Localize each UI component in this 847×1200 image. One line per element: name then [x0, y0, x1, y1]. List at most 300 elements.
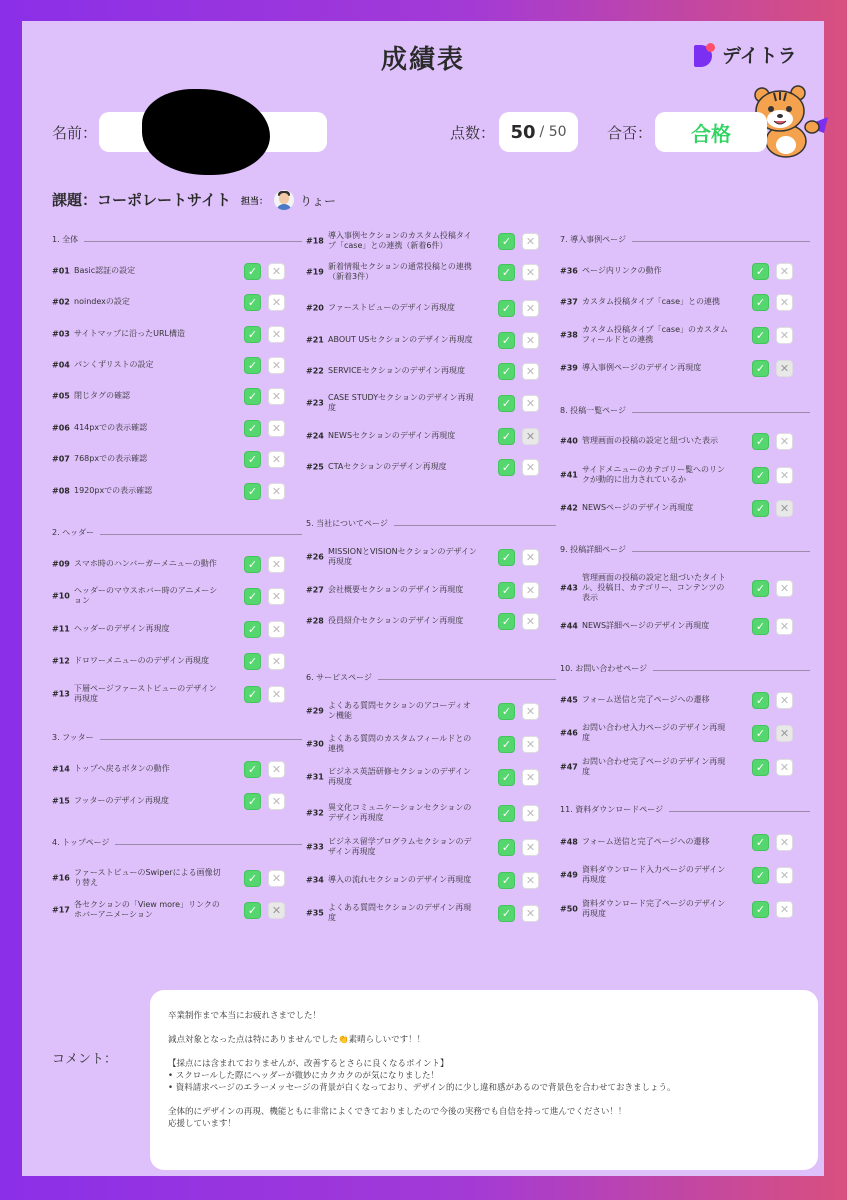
- check-icon: ✓: [498, 395, 515, 412]
- checklist-item: [306, 764, 556, 790]
- cross-icon: ✕: [776, 834, 793, 851]
- item-number: #44: [560, 621, 578, 631]
- item-label: 資料ダウンロード完了ページのデザイン再現度: [582, 899, 726, 918]
- section-header: [560, 405, 810, 419]
- item-label: ドロワーメニューののデザイン再現度: [74, 656, 210, 665]
- cross-icon: ✕: [268, 686, 285, 703]
- item-number: #07: [52, 454, 70, 464]
- item-label: ヘッダーのマウスホバー時のアニメーション: [74, 586, 218, 605]
- section-header: [560, 544, 810, 558]
- item-number: #43: [560, 583, 578, 593]
- cross-icon: ✕: [776, 759, 793, 776]
- check-icon: ✓: [498, 736, 515, 753]
- cross-icon: ✕: [776, 618, 793, 635]
- item-number: #32: [306, 808, 324, 818]
- checklist-item: [306, 259, 556, 285]
- assignee-label: 担当：: [241, 196, 269, 207]
- item-number: #06: [52, 423, 70, 433]
- result-badge: 合格: [655, 112, 767, 152]
- result-label: 合否：: [607, 124, 653, 142]
- cross-icon: ✕: [776, 467, 793, 484]
- item-label: NEWSセクションのデザイン再現度: [328, 431, 456, 440]
- check-icon: ✓: [244, 420, 261, 437]
- cross-icon: ✕: [776, 580, 793, 597]
- cross-icon: ✕: [268, 870, 285, 887]
- cross-icon: ✕: [522, 839, 539, 856]
- checklist-item: [560, 829, 810, 855]
- check-icon: ✓: [498, 613, 515, 630]
- item-label: フォーム送信と完了ページへの遷移: [582, 695, 710, 704]
- check-icon: ✓: [498, 872, 515, 889]
- avatar: [274, 190, 294, 210]
- section-header: [306, 672, 556, 686]
- checklist-item: [52, 788, 302, 814]
- section-title: 4. トップページ: [52, 837, 115, 848]
- item-number: #50: [560, 904, 578, 914]
- check-icon: ✓: [244, 653, 261, 670]
- item-number: #26: [306, 552, 324, 562]
- item-label: 資料ダウンロード入力ページのデザイン再現度: [582, 865, 726, 884]
- checklist-item: [52, 648, 302, 674]
- task-title: 課題：コーポレートサイト: [52, 191, 231, 209]
- checklist-item: [52, 616, 302, 642]
- comment-label: コメント：: [52, 1052, 118, 1067]
- cross-icon: ✕: [522, 805, 539, 822]
- cross-icon: ✕: [776, 433, 793, 450]
- assignee: [241, 190, 336, 210]
- checklist-item: [306, 544, 556, 570]
- check-icon: ✓: [244, 326, 261, 343]
- cross-icon: ✕: [522, 613, 539, 630]
- page-title: 成績表: [380, 45, 465, 75]
- item-number: #01: [52, 266, 70, 276]
- check-icon: ✓: [752, 867, 769, 884]
- checklist-item: [306, 454, 556, 480]
- item-number: #45: [560, 695, 578, 705]
- section-header: [52, 527, 302, 541]
- checklist-item: [52, 258, 302, 284]
- check-icon: ✓: [244, 388, 261, 405]
- item-number: #16: [52, 873, 70, 883]
- check-icon: ✓: [752, 834, 769, 851]
- check-icon: ✓: [244, 483, 261, 500]
- item-label: 役員紹介セクションのデザイン再現度: [328, 616, 464, 625]
- score-total: / 50: [539, 124, 567, 140]
- comment-line: 応援しています！: [168, 1119, 237, 1129]
- section-title: 11. 資料ダウンロードページ: [560, 804, 669, 815]
- section-header: [560, 663, 810, 677]
- item-number: #38: [560, 330, 578, 340]
- item-number: #09: [52, 559, 70, 569]
- check-icon: ✓: [244, 451, 261, 468]
- cross-icon: ✕: [776, 327, 793, 344]
- check-icon: ✓: [498, 582, 515, 599]
- item-number: #35: [306, 908, 324, 918]
- item-number: #11: [52, 624, 70, 634]
- item-label: よくある質問のカスタムフィールドとの連携: [328, 734, 472, 753]
- checklist-item: [52, 583, 302, 609]
- item-label: CASE STUDYセクションのデザイン再現度: [328, 393, 474, 412]
- item-number: #49: [560, 870, 578, 880]
- cross-icon: ✕: [268, 653, 285, 670]
- checklist-item: [306, 390, 556, 416]
- check-icon: ✓: [752, 725, 769, 742]
- check-icon: ✓: [752, 901, 769, 918]
- item-number: #20: [306, 303, 324, 313]
- check-icon: ✓: [498, 905, 515, 922]
- cross-icon: ✕: [522, 769, 539, 786]
- item-number: #46: [560, 728, 578, 738]
- section-header: [306, 518, 556, 532]
- item-label: 下層ページファーストビューのデザイン再現度: [74, 684, 217, 703]
- check-icon: ✓: [244, 588, 261, 605]
- item-label: よくある質問セクションのアコーディオン機能: [328, 701, 471, 720]
- item-label: お問い合わせ完了ページのデザイン再現度: [582, 757, 726, 776]
- item-number: #21: [306, 335, 324, 345]
- checklist-item: [560, 289, 810, 315]
- check-icon: ✓: [244, 621, 261, 638]
- cross-icon: ✕: [268, 420, 285, 437]
- item-number: #14: [52, 764, 70, 774]
- item-label: サイドメニューのカテゴリー覧へのリンクが動的に出力されているか: [582, 465, 726, 484]
- item-number: #12: [52, 656, 70, 666]
- section-title: 9. 投稿詳細ページ: [560, 544, 632, 555]
- check-icon: ✓: [244, 870, 261, 887]
- cross-icon: ✕: [268, 621, 285, 638]
- item-label: 768pxでの表示確認: [74, 454, 148, 463]
- checklist-item: [306, 698, 556, 724]
- item-label: ヘッダーのデザイン再現度: [74, 624, 170, 633]
- cross-icon: ✕: [522, 363, 539, 380]
- item-label: サイトマップに沿ったURL構造: [74, 329, 185, 338]
- section-header: [52, 234, 302, 248]
- checklist-item: [52, 756, 302, 782]
- comment-line: • 資料請求ページのエラーメッセージの背景が白くなっており、デザイン的に少し違和感があるので背景色を合わせておきましょう。: [168, 1083, 676, 1093]
- item-number: #18: [306, 236, 324, 246]
- brand-logo-icon: [694, 43, 714, 67]
- score-box: [499, 112, 578, 152]
- cross-icon: ✕: [522, 872, 539, 889]
- item-label: 異文化コミュニケーションセクションのデザイン再現度: [328, 803, 472, 822]
- check-icon: ✓: [498, 549, 515, 566]
- checklist-item: [306, 800, 556, 826]
- check-icon: ✓: [498, 769, 515, 786]
- item-label: Basic認証の設定: [74, 266, 136, 275]
- check-icon: ✓: [752, 294, 769, 311]
- checklist-item: [306, 423, 556, 449]
- name-label: 名前：: [52, 124, 98, 142]
- check-icon: ✓: [244, 357, 261, 374]
- checklist-item: [52, 383, 302, 409]
- cross-icon: ✕: [268, 588, 285, 605]
- item-number: #10: [52, 591, 70, 601]
- item-number: #37: [560, 297, 578, 307]
- cross-icon: ✕: [522, 736, 539, 753]
- check-icon: ✓: [244, 556, 261, 573]
- check-icon: ✓: [498, 703, 515, 720]
- item-label: よくある質問セクションのデザイン再現度: [328, 903, 472, 922]
- checklist-item: [306, 867, 556, 893]
- check-icon: ✓: [498, 459, 515, 476]
- check-icon: ✓: [244, 263, 261, 280]
- check-icon: ✓: [498, 363, 515, 380]
- cross-icon: ✕: [776, 360, 793, 377]
- check-icon: ✓: [752, 692, 769, 709]
- item-label: SERVICEセクションのデザイン再現度: [328, 366, 466, 375]
- check-icon: ✓: [752, 500, 769, 517]
- item-number: #22: [306, 366, 324, 376]
- item-label: noindexの設定: [74, 297, 130, 306]
- checklist-item: [306, 834, 556, 860]
- item-number: #08: [52, 486, 70, 496]
- check-icon: ✓: [498, 428, 515, 445]
- item-number: #25: [306, 462, 324, 472]
- item-label: ファーストビューのSwiperによる画像切り替え: [74, 868, 221, 887]
- section-title: 5. 当社についてページ: [306, 518, 394, 529]
- item-label: 414pxでの表示確認: [74, 423, 148, 432]
- checklist-item: [52, 289, 302, 315]
- item-number: #30: [306, 739, 324, 749]
- checklist-item: [560, 428, 810, 454]
- check-icon: ✓: [498, 805, 515, 822]
- cross-icon: ✕: [268, 902, 285, 919]
- item-label: 導入事例セクションのカスタム投稿タイプ「case」との連携（新着6件）: [328, 231, 472, 250]
- checklist-item: [52, 446, 302, 472]
- item-label: ABOUT USセクションのデザイン再現度: [328, 335, 473, 344]
- item-label: 管理画面の投稿の設定と紐づいたタイトル、投稿日、カテゴリー、コンテンツの表示: [582, 573, 726, 602]
- section-title: 3. フッター: [52, 732, 100, 743]
- item-label: 閉じタグの確認: [74, 391, 130, 400]
- cross-icon: ✕: [776, 294, 793, 311]
- comment-line: • スクロールした際にヘッダーが微妙にカクカクのが気になりました！: [168, 1071, 440, 1081]
- section-title: 8. 投稿一覧ページ: [560, 405, 632, 416]
- section-title: 7. 導入事例ページ: [560, 234, 632, 245]
- check-icon: ✓: [498, 233, 515, 250]
- item-number: #31: [306, 772, 324, 782]
- checklist-item: [560, 754, 810, 780]
- cross-icon: ✕: [268, 357, 285, 374]
- cross-icon: ✕: [268, 294, 285, 311]
- item-label: パンくずリストの設定: [74, 360, 154, 369]
- item-label: トップへ戻るボタンの動作: [74, 764, 170, 773]
- check-icon: ✓: [752, 433, 769, 450]
- item-label: カスタム投稿タイプ「case」との連携: [582, 297, 720, 306]
- comment-line: 卒業制作まで本当にお疲れさまでした！: [168, 1011, 322, 1021]
- item-number: #23: [306, 398, 324, 408]
- item-number: #36: [560, 266, 578, 276]
- item-number: #28: [306, 616, 324, 626]
- section-title: 1. 全体: [52, 234, 84, 245]
- check-icon: ✓: [244, 793, 261, 810]
- item-label: お問い合わせ入力ページのデザイン再現度: [582, 723, 726, 742]
- comment-line: 減点対象となった点は特にありませんでした👏素晴らしいです！！: [168, 1035, 426, 1045]
- cross-icon: ✕: [522, 549, 539, 566]
- item-number: #39: [560, 363, 578, 373]
- cross-icon: ✕: [522, 300, 539, 317]
- score-value: 50: [510, 121, 536, 143]
- item-number: #17: [52, 905, 70, 915]
- cross-icon: ✕: [776, 867, 793, 884]
- check-icon: ✓: [498, 839, 515, 856]
- item-label: スマホ時のハンバーガーメニューの動作: [74, 559, 217, 568]
- cross-icon: ✕: [268, 326, 285, 343]
- cross-icon: ✕: [522, 395, 539, 412]
- section-divider: [52, 241, 302, 242]
- item-number: #47: [560, 762, 578, 772]
- item-number: #42: [560, 503, 578, 513]
- cross-icon: ✕: [776, 500, 793, 517]
- cross-icon: ✕: [522, 233, 539, 250]
- item-number: #05: [52, 391, 70, 401]
- check-icon: ✓: [498, 332, 515, 349]
- check-icon: ✓: [498, 300, 515, 317]
- item-label: NEWS詳細ページのデザイン再現度: [582, 621, 710, 630]
- checklist-item: [52, 897, 302, 923]
- item-number: #48: [560, 837, 578, 847]
- item-label: CTAセクションのデザイン再現度: [328, 462, 447, 471]
- cross-icon: ✕: [522, 582, 539, 599]
- item-label: 新着情報セクションの通常投稿との連携（新着3件）: [328, 262, 472, 281]
- checklist-item: [306, 358, 556, 384]
- cross-icon: ✕: [522, 905, 539, 922]
- check-icon: ✓: [752, 759, 769, 776]
- item-label: 導入事例ページのデザイン再現度: [582, 363, 702, 372]
- checklist-item: [52, 321, 302, 347]
- redacted-name: [142, 89, 270, 175]
- section-header: [52, 732, 302, 746]
- check-icon: ✓: [752, 618, 769, 635]
- check-icon: ✓: [244, 902, 261, 919]
- checklist-item: [52, 551, 302, 577]
- cross-icon: ✕: [268, 556, 285, 573]
- checklist-item: [560, 258, 810, 284]
- cross-icon: ✕: [522, 459, 539, 476]
- cross-icon: ✕: [268, 263, 285, 280]
- cross-icon: ✕: [522, 264, 539, 281]
- cross-icon: ✕: [268, 761, 285, 778]
- item-label: フォーム送信と完了ページへの遷移: [582, 837, 710, 846]
- item-number: #24: [306, 431, 324, 441]
- checklist-item: [560, 495, 810, 521]
- cross-icon: ✕: [268, 793, 285, 810]
- checklist-item: [52, 681, 302, 707]
- item-label: カスタム投稿タイプ「case」のカスタムフィールドとの連携: [582, 325, 728, 344]
- item-label: MISSIONとVISIONセクションのデザイン再現度: [328, 547, 477, 566]
- cross-icon: ✕: [776, 725, 793, 742]
- item-number: #15: [52, 796, 70, 806]
- item-number: #13: [52, 689, 70, 699]
- checklist-item: [560, 896, 810, 922]
- check-icon: ✓: [752, 580, 769, 597]
- score-sheet: [22, 21, 824, 1176]
- item-label: 導入の流れセクションのデザイン再現度: [328, 875, 472, 884]
- checklist-item: [306, 731, 556, 757]
- cross-icon: ✕: [268, 388, 285, 405]
- item-number: #40: [560, 436, 578, 446]
- section-title: 6. サービスページ: [306, 672, 378, 683]
- checklist-item: [560, 613, 810, 639]
- section-header: [560, 804, 810, 818]
- check-icon: ✓: [752, 327, 769, 344]
- item-label: NEWSページのデザイン再現度: [582, 503, 694, 512]
- checklist-item: [306, 900, 556, 926]
- section-title: 2. ヘッダー: [52, 527, 100, 538]
- item-number: #27: [306, 585, 324, 595]
- checklist-item: [306, 608, 556, 634]
- checklist-item: [560, 322, 810, 348]
- check-icon: ✓: [752, 263, 769, 280]
- check-icon: ✓: [752, 360, 769, 377]
- comment-line: 【採点には含まれておりませんが、改善するとさらに良くなるポイント】: [168, 1059, 449, 1069]
- checklist-item: [306, 228, 556, 254]
- cross-icon: ✕: [776, 692, 793, 709]
- item-label: ページ内リンクの動作: [582, 266, 662, 275]
- cross-icon: ✕: [268, 451, 285, 468]
- item-number: #34: [306, 875, 324, 885]
- section-header: [560, 234, 810, 248]
- item-number: #03: [52, 329, 70, 339]
- cross-icon: ✕: [522, 428, 539, 445]
- check-icon: ✓: [244, 761, 261, 778]
- checklist-item: [560, 575, 810, 601]
- checklist-item: [306, 295, 556, 321]
- item-number: #29: [306, 706, 324, 716]
- cross-icon: ✕: [268, 483, 285, 500]
- checklist-item: [306, 577, 556, 603]
- checklist-item: [560, 355, 810, 381]
- item-label: 管理画面の投稿の設定と紐づいた表示: [582, 436, 718, 445]
- brand-name: デイトラ: [722, 45, 797, 67]
- checklist-item: [560, 862, 810, 888]
- score-label: 点数：: [450, 124, 496, 142]
- cross-icon: ✕: [776, 263, 793, 280]
- item-label: フッターのデザイン再現度: [74, 796, 169, 805]
- item-number: #41: [560, 470, 578, 480]
- item-label: ファーストビューのデザイン再現度: [328, 303, 455, 312]
- section-header: [52, 837, 302, 851]
- checklist-item: [52, 415, 302, 441]
- item-label: 各セクションの「View more」リンクのホバーアニメーション: [74, 900, 220, 919]
- cross-icon: ✕: [522, 332, 539, 349]
- brand-logo: [694, 41, 797, 68]
- checklist-item: [52, 865, 302, 891]
- item-label: 会社概要セクションのデザイン再現度: [328, 585, 464, 594]
- item-number: #19: [306, 267, 324, 277]
- comment-line: 全体的にデザインの再現、機能ともに非常によくできておりましたので今後の実務でも自信を持って進んでください！！: [168, 1107, 627, 1117]
- check-icon: ✓: [498, 264, 515, 281]
- checklist-item: [560, 462, 810, 488]
- item-label: ビジネス留学プログラムセクションのデザイン再現度: [328, 837, 472, 856]
- item-label: ビジネス英語研修セクションのデザイン再現度: [328, 767, 472, 786]
- item-label: 1920pxでの表示確認: [74, 486, 153, 495]
- checklist-item: [560, 720, 810, 746]
- item-number: #02: [52, 297, 70, 307]
- checklist-item: [52, 352, 302, 378]
- cross-icon: ✕: [776, 901, 793, 918]
- item-number: #33: [306, 842, 324, 852]
- item-number: #04: [52, 360, 70, 370]
- checklist-item: [306, 327, 556, 353]
- check-icon: ✓: [244, 294, 261, 311]
- check-icon: ✓: [752, 467, 769, 484]
- check-icon: ✓: [244, 686, 261, 703]
- checklist-item: [560, 687, 810, 713]
- checklist-item: [52, 478, 302, 504]
- assignee-name: りょー: [300, 193, 337, 208]
- cross-icon: ✕: [522, 703, 539, 720]
- comment-box: [150, 990, 818, 1170]
- section-title: 10. お問い合わせページ: [560, 663, 653, 674]
